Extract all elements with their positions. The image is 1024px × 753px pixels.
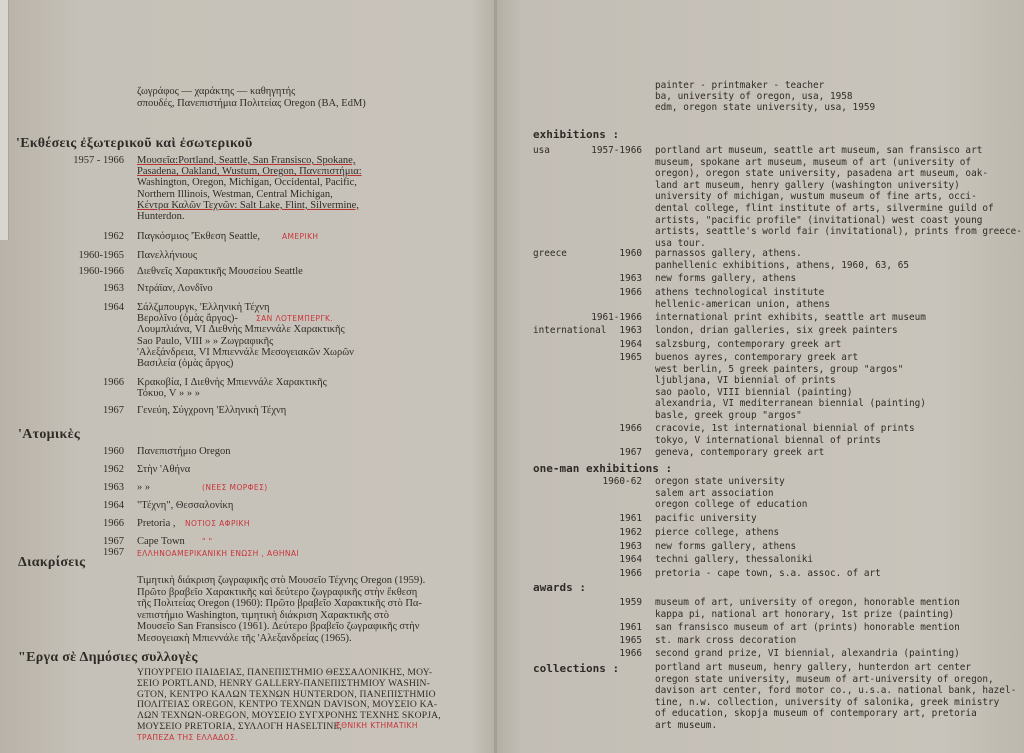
exhibition-line: ljubljana, VI biennial of prints: [655, 375, 836, 387]
exhibition-line: Βασιλεία (ὁμὰς ἄργος): [137, 358, 234, 369]
exhibition-year: 1957 - 1966: [73, 155, 124, 166]
exhibition-year: 1964: [103, 302, 124, 313]
right-collections-title: collections :: [533, 662, 620, 675]
collections-line: oregon state university, museum of art-university of oregon,: [655, 673, 994, 685]
awards-text-line: Μουσεῖο San Fransisco (1961). Δεύτερο βραβεῖο ζωγραφικῆς στὴν: [137, 621, 420, 633]
award-line: san fransisco museum of art (prints) honorable mention: [655, 622, 960, 633]
individual-handwritten-note: ΝΟΤΙΟΣ ΑΦΡΙΚΗ: [185, 519, 250, 528]
exhibition-line: artists, seattle's world fair (invitational), prints from greece-: [655, 226, 1022, 238]
left-exhibitions-title: 'Εκθέσεις ἐξωτερικοῦ καὶ ἐσωτερικοῦ: [16, 136, 253, 151]
individual-text: Pretoria ,: [137, 518, 176, 529]
oneman-line: oregon state university: [655, 476, 785, 487]
exhibition-line: Παγκόσμιος 'Έκθεση Seattle,: [137, 231, 261, 242]
exhibition-line: salzsburg, contemporary greek art: [655, 339, 842, 350]
exhibition-line: museum, spokane art museum, museum of art (university of: [655, 156, 972, 168]
exhibition-year: 1966: [619, 287, 642, 298]
exhibition-line: Κρακοβία, I Διεθνὴς Μπιεννάλε Χαρακτικῆς: [137, 377, 327, 388]
left-collections-note-2: ΤΡΑΠΕΖΑ ΤΗΣ ΕΛΛΑΔΟΣ.: [137, 733, 238, 742]
left-header-line-2: σπουδές, Πανεπιστήμια Πολιτείας Oregon (BA, EdM): [137, 98, 366, 109]
exhibition-line: 'Αλεξάνδρεια, VI Μπιεννάλε Μεσογειακῶν Χωρῶν: [137, 346, 354, 358]
oneman-line: salem art association: [655, 487, 774, 499]
right-oneman-title: one-man exhibitions :: [533, 462, 673, 475]
exhibition-line: Northern Illinois, Westman, Central Michigan,: [137, 188, 333, 200]
oneman-line: pretoria - cape town, s.a. assoc. of art: [655, 568, 881, 579]
left-individual-extra-note: ΕΛΛΗΝΟΑΜΕΡΙΚΑΝΙΚΗ ΕΝΩΣΗ , ΑΘΗΝΑΙ: [137, 549, 300, 558]
exhibition-year: 1962: [103, 231, 124, 242]
exhibition-year: 1961-1966: [591, 312, 642, 323]
collections-line: of education, skopja museum of contemporary art, pretoria: [655, 708, 977, 720]
exhibition-year: 1960-1965: [78, 250, 124, 261]
exhibition-year: 1967: [103, 405, 124, 416]
exhibition-line: west berlin, 5 greek painters, group "argos": [655, 363, 904, 375]
award-line: st. mark cross decoration: [655, 635, 797, 646]
exhibition-year: 1963: [619, 325, 642, 336]
award-line: second grand prize, VI biennial, alexandria (painting): [655, 648, 960, 659]
exhibition-year: 1966: [103, 377, 124, 388]
award-line: kappa pi, national art honorary, 1st prize (painting): [655, 608, 955, 620]
exhibition-region: international: [533, 325, 607, 336]
page-fold: [494, 0, 497, 753]
exhibition-line: Hunterdon.: [137, 211, 185, 222]
collections-text-line: ΠΟΛΙΤΕΙΑΣ OREGON, ΚΕΝΤΡΟ ΤΕΧΝΩΝ DAVISON, ΜΟΥΣΕΙΟ ΚΑ-: [137, 699, 438, 711]
exhibition-year: 1967: [619, 447, 642, 458]
exhibition-line: dental college, flint institute of arts, silvermine guild of: [655, 203, 994, 214]
exhibition-line: Γενεύη, Σύγχρονη 'Ελληνικὴ Τέχνη: [137, 405, 287, 416]
exhibition-line: cracovie, 1st international biennial of prints: [655, 423, 915, 434]
oneman-year: 1964: [619, 554, 642, 565]
awards-text-line: Μεσογειακὴ Μπιεννάλε τῆς 'Αλεξανδρείας (1965).: [137, 633, 352, 644]
collections-text-line: ΛΩΝ ΤΕΧΝΩΝ-OREGON, ΜΟΥΣΕΙΟ ΣΥΓΧΡΟΝΗΣ ΤΕΧΝΗΣ SKOPJA,: [137, 710, 441, 722]
exhibition-line: Pasadena, Oakland, Wustum, Oregon, Πανεπιστήμια:: [137, 166, 362, 178]
exhibition-year: 1960-1966: [78, 266, 124, 277]
exhibition-year: 1957-1966: [591, 145, 642, 156]
exhibition-line: international print exhibits, seattle art museum: [655, 312, 926, 323]
collections-text-line: ΣΕΙΟ PORTLAND, HENRY GALLERY-ΠΑΝΕΠΙΣΤΗΜΙΟΥ WASHIN-: [137, 677, 431, 689]
left-header-line-1: ζωγράφος — χαράκτης — καθηγητής: [137, 86, 296, 97]
exhibition-line: artists, "pacific profile" (invitational) west coast young: [655, 214, 983, 226]
collections-text-line: ΥΠΟΥΡΓΕΙΟ ΠΑΙΔΕΙΑΣ, ΠΑΝΕΠΙΣΤΗΜΙΟ ΘΕΣΣΑΛΟΝΙΚΗΣ, ΜΟΥ-: [137, 667, 433, 678]
individual-text: "Τέχνη", Θεσσαλονίκη: [137, 500, 234, 511]
award-year: 1959: [619, 597, 642, 608]
exhibition-line: portland art museum, seattle art museum, san fransisco art: [655, 145, 983, 156]
individual-handwritten-note: " ": [202, 537, 213, 546]
exhibition-line: Μουσεῖα:Portland, Seattle, San Fransisco, Spokane,: [137, 155, 356, 166]
oneman-year: 1962: [619, 527, 642, 538]
exhibition-line: university of michigan, wustum museum of fine arts, occi-: [655, 191, 977, 203]
exhibition-line: Πανελλήνιους: [137, 250, 198, 261]
award-year: 1961: [619, 622, 642, 633]
exhibition-line: Τόκυο, V » » »: [137, 388, 200, 400]
oneman-year: 1960-62: [602, 476, 642, 487]
left-collections-note-1: ΕΘΝΙΚΗ ΚΤΗΜΑΤΙΚΗ: [336, 721, 418, 730]
exhibition-line: usa tour.: [655, 237, 706, 249]
right-awards-title: awards :: [533, 581, 586, 594]
exhibition-line: hellenic-american union, athens: [655, 298, 830, 310]
exhibition-line: parnassos gallery, athens.: [655, 248, 802, 259]
exhibition-line: Κέντρα Καλῶν Τεχνῶν: Salt Lake, Flint, Silvermine,: [137, 199, 359, 211]
left-awards-title: Διακρίσεις: [18, 555, 86, 570]
oneman-year: 1961: [619, 513, 642, 524]
oneman-year: 1966: [619, 568, 642, 579]
exhibition-year: 1963: [103, 283, 124, 294]
exhibition-line: tokyo, V international biennal of prints: [655, 434, 881, 446]
exhibition-line: london, drian galleries, six greek painters: [655, 325, 898, 336]
exhibition-line: sao paolo, VIII biennial (painting): [655, 386, 853, 398]
award-year: 1966: [619, 648, 642, 659]
individual-text: » »: [137, 482, 151, 493]
exhibition-year: 1965: [619, 352, 642, 363]
oneman-year: 1963: [619, 541, 642, 552]
torn-edge: [0, 0, 9, 240]
individual-year: 1960: [103, 446, 124, 457]
exhibition-line: buenos ayres, contemporary greek art: [655, 352, 859, 363]
collections-line: davison art center, ford motor co., u.s.a. national bank, hazel-: [655, 685, 1017, 697]
exhibition-year: 1966: [619, 423, 642, 434]
exhibition-line: Λουμπλιάνα, VI Διεθνὴς Μπιεννάλε Χαρακτικῆς: [137, 324, 345, 336]
award-year: 1965: [619, 635, 642, 646]
exhibition-line: geneva, contemporary greek art: [655, 447, 825, 458]
right-header-line-2: ba, university of oregon, usa, 1958: [655, 91, 853, 102]
exhibition-year: 1963: [619, 273, 642, 284]
individual-year: 1962: [103, 464, 124, 475]
oneman-line: techni gallery, thessaloniki: [655, 554, 814, 565]
exhibition-year: 1960: [619, 248, 642, 259]
exhibition-line: land art museum, henry gallery (washington university): [655, 179, 960, 191]
exhibition-line: Βερολῖνο (ὁμὰς ἄργος)-: [137, 313, 238, 325]
awards-text-line: Πρῶτο βραβεῖο Χαρακτικῆς καὶ δεύτερο ζωγραφικῆς στὴν ἔκθεση: [137, 586, 418, 598]
oneman-line: pacific university: [655, 513, 757, 524]
left-individual-title: 'Ατομικὲς: [18, 427, 81, 442]
exhibition-line: oregon), oregon state university, pasadena art museum, oak-: [655, 168, 989, 180]
individual-text: Πανεπιστήμιο Oregon: [137, 446, 231, 457]
exhibition-region: usa: [533, 145, 550, 156]
exhibition-line: athens technological institute: [655, 287, 825, 298]
individual-year: 1964: [103, 500, 124, 511]
individual-handwritten-note: (ΝΕΕΣ ΜΟΡΦΕΣ): [202, 483, 268, 492]
exhibition-year: 1964: [619, 339, 642, 350]
exhibition-line: alexandria, VI mediterranean biennial (painting): [655, 398, 926, 410]
oneman-line: oregon college of education: [655, 499, 808, 511]
right-header-line-3: edm, oregon state university, usa, 1959: [655, 102, 876, 113]
left-collections-title: "Εργα σὲ Δημόσιες συλλογὲς: [18, 650, 198, 665]
award-line: museum of art, university of oregon, honorable mention: [655, 597, 960, 608]
exhibition-line: panhellenic exhibitions, athens, 1960, 63, 65: [655, 259, 909, 271]
exhibition-line: Διεθνεῖς Χαρακτικῆς Μουσείου Seattle: [137, 266, 303, 277]
individual-text: Στὴν 'Αθήνα: [137, 464, 191, 475]
exhibition-line: basle, greek group "argos": [655, 410, 802, 421]
collections-line: tine, n.w. collection, university of salonika, greek ministry: [655, 696, 1000, 708]
awards-text-line: Τιμητικὴ διάκριση ζωγραφικῆς στὸ Μουσεῖο Τέχνης Oregon (1959).: [137, 575, 426, 586]
collections-line: art museum.: [655, 720, 718, 731]
left-individual-extra-year: 1967: [103, 547, 124, 558]
exhibition-handwritten-note: ΑΜΕΡΙΚΗ: [282, 232, 319, 241]
right-exhibitions-title: exhibitions :: [533, 128, 620, 141]
exhibition-handwritten-note: ΣΑΝ ΛΟΤΕΜΠΕΡΓΚ.: [256, 314, 334, 324]
oneman-line: new forms gallery, athens: [655, 541, 797, 552]
exhibition-region: greece: [533, 248, 567, 259]
awards-text-line: τῆς Πολιτείας Oregon (1960): Πρῶτο βραβεῖο Χαρακτικῆς στὸ Πα-: [137, 598, 422, 610]
awards-text-line: νεπιστήμιο Washington, τιμητικὴ διάκριση Χαρακτικῆς στὸ: [137, 609, 390, 621]
collections-text-line: GTON, ΚΕΝΤΡΟ ΚΑΛΩΝ ΤΕΧΝΩΝ HUNTERDON, ΠΑΝΕΠΙΣΤΗΜΙΟ: [137, 688, 436, 700]
exhibition-line: Sao Paulo, VIII » » Ζωγραφικῆς: [137, 335, 274, 347]
exhibition-line: new forms gallery, athens: [655, 273, 797, 284]
individual-year: 1967: [103, 536, 124, 547]
collections-text-line: ΜΟΥΣΕΙΟ PRETORIA, ΣΥΛΛΟΓΗ HASELTINE,: [137, 721, 343, 732]
individual-year: 1963: [103, 482, 124, 493]
collections-line: portland art museum, henry gallery, hunterdon art center: [655, 662, 972, 673]
oneman-line: pierce college, athens: [655, 527, 780, 538]
exhibition-line: Ντράϊαν, Λονδῖνο: [137, 283, 213, 294]
individual-year: 1966: [103, 518, 124, 529]
right-header-line-1: painter - printmaker - teacher: [655, 80, 825, 91]
exhibition-line: Σάλζμπουργκ, 'Ελληνικὴ Τέχνη: [137, 302, 270, 313]
exhibition-line: Washington, Oregon, Michigan, Occidental, Pacific,: [137, 177, 357, 189]
individual-text: Cape Town: [137, 536, 185, 547]
